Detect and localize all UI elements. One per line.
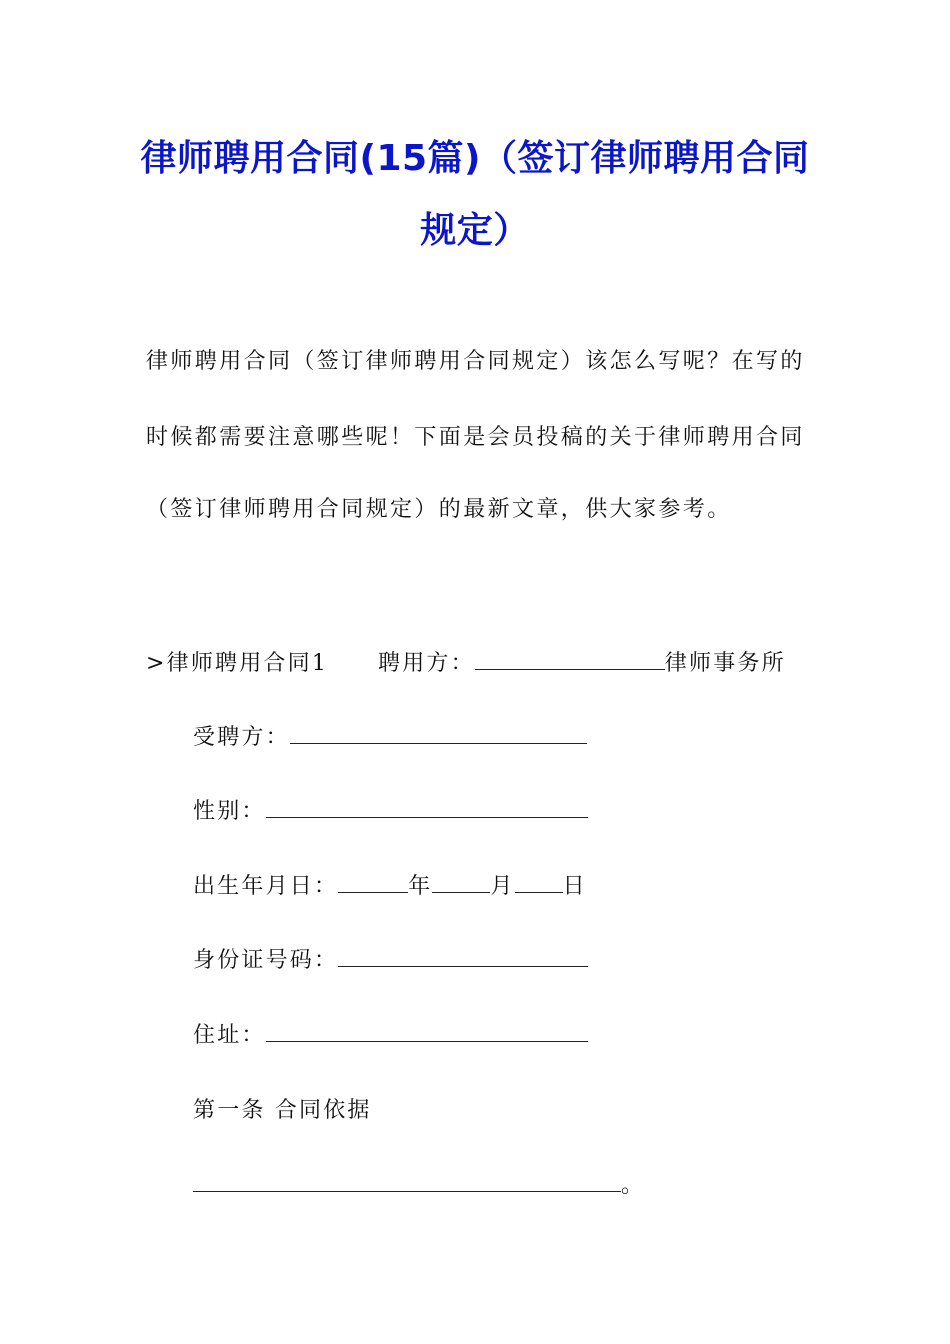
- birth-label: 出生年月日：: [193, 874, 339, 899]
- intro-line-3: （签订律师聘用合同规定）的最新文章，供大家参考。: [146, 497, 732, 522]
- intro-line-2: 时候都需要注意哪些呢！下面是会员投稿的关于律师聘用合同: [146, 425, 805, 450]
- birth-year-blank: [338, 872, 408, 893]
- address-blank: [266, 1021, 588, 1042]
- employee-blank: [290, 723, 587, 744]
- document-title-line-2: 规定）: [420, 210, 530, 251]
- contract-heading-row: [146, 646, 786, 677]
- article-1-end: 。: [621, 1173, 646, 1198]
- id-label: 身份证号码：: [193, 948, 339, 973]
- article-1-blank: [193, 1171, 621, 1192]
- birth-month-blank: [432, 872, 490, 893]
- birth-row: [193, 869, 587, 900]
- article-1-body: [193, 1168, 645, 1199]
- employer-label: 聘用方：: [378, 651, 475, 676]
- address-row: [193, 1018, 588, 1049]
- id-blank: [338, 946, 588, 967]
- address-label: 住址：: [193, 1023, 266, 1048]
- employee-label: 受聘方：: [193, 725, 290, 750]
- birth-day-label: 日: [562, 874, 587, 899]
- employee-row: [193, 720, 587, 751]
- contract-heading: >律师聘用合同1: [146, 651, 329, 676]
- employer-suffix: 律师事务所: [664, 651, 786, 676]
- birth-month-label: 月: [490, 874, 515, 899]
- gender-label: 性别：: [193, 799, 266, 824]
- birth-day-blank: [515, 872, 563, 893]
- gender-blank: [266, 797, 588, 818]
- document-title-line-1: 律师聘用合同(15篇)（签订律师聘用合同: [140, 138, 810, 179]
- intro-line-1: 律师聘用合同（签订律师聘用合同规定）该怎么写呢？在写的: [146, 349, 805, 374]
- birth-year-label: 年: [408, 874, 433, 899]
- id-row: [193, 943, 588, 974]
- employer-blank: [475, 649, 665, 670]
- article-1-title: 第一条 合同依据: [193, 1098, 372, 1123]
- gender-row: [193, 794, 588, 825]
